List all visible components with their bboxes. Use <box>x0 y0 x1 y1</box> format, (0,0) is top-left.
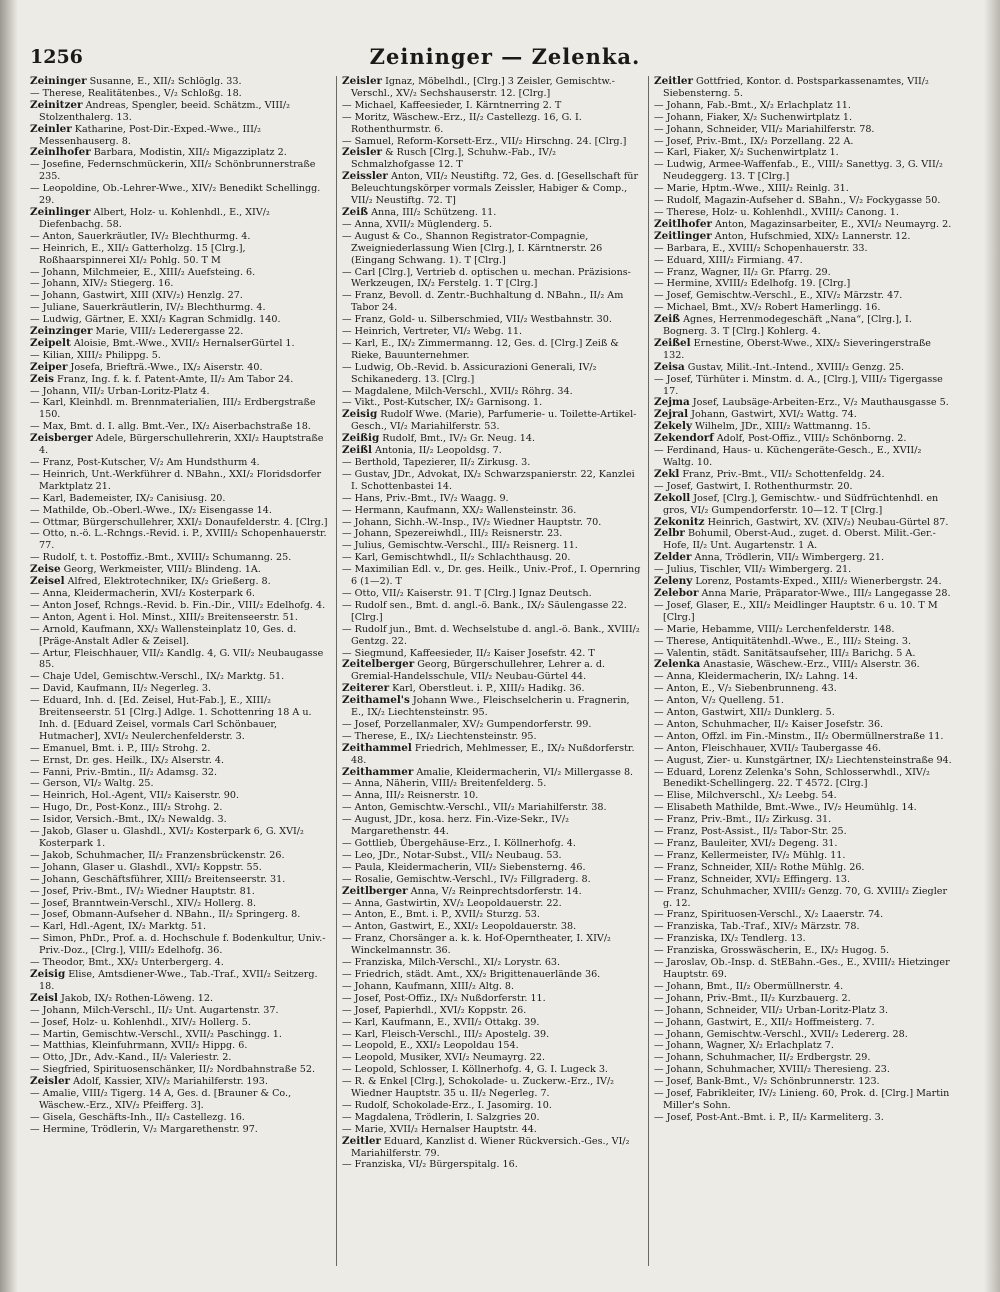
directory-entry: — August & Co., Shannon Registrator-Compagnie, Zweigniederlassung Wien [Clrg.], I. Kärntnerstr. 26 (Eingang Schwang. 1). T [Clrg.] <box>342 230 603 266</box>
directory-entry: — Johann, Glaser u. Glashdl., XVI/₂ Koppstr. 55. <box>30 861 262 873</box>
directory-entry: — Isidor, Versich.-Bmt., IX/₂ Newaldg. 3. <box>30 814 227 826</box>
directory-entry: — Leopold, Musiker, XVI/₂ Neumayrg. 22. <box>342 1052 546 1064</box>
directory-entry: — Julius, Gemischtw.-Verschl., III/₂ Reisnerg. 11. <box>342 540 578 552</box>
directory-entry: — Gisela, Geschäfts-Inh., II/₂ Castellezg. 16. <box>30 1111 245 1123</box>
directory-entry: — Ferdinand, Haus- u. Küchengeräte-Gesch., E., XVII/₂ Waltg. 10. <box>654 445 922 468</box>
directory-entry: Zeinlinger Albert, Holz- u. Kohlenhdl., E., XIV/₂ Diefenbachg. 58. <box>30 205 270 230</box>
directory-entry: — Josef, Post-Offiz., IX/₂ Nußdorferstr. 11. <box>342 992 546 1004</box>
directory-entry: — Michael, Bmt., XV/₂ Robert Hamerlingg. 16. <box>654 302 881 314</box>
directory-entry: — Heinrich, E., XII/₂ Gatterholzg. 15 [Clrg.], Roßhaarspinnerei XI/₂ Pohlg. 50. T M <box>30 242 246 266</box>
directory-entry: — Otto, VII/₂ Kaiserstr. 91. T [Clrg.] Ignaz Deutsch. <box>342 587 592 599</box>
directory-entry: — Johann, XIV/₂ Stiegerg. 16. <box>30 278 174 290</box>
directory-entry: Zeinler Katharine, Post-Dir.-Exped.-Wwe., III/₂ Messenhauserg. 8. <box>30 122 261 147</box>
directory-entry: Zeisig Elise, Amtsdiener-Wwe., Tab.-Traf., XVII/₂ Seitzerg. 18. <box>30 967 318 992</box>
directory-entry: — Johann, Schuhmacher, II/₂ Erdbergstr. 29. <box>654 1052 871 1064</box>
directory-entry: — Hermann, Kaufmann, XX/₂ Wallensteinstr. 36. <box>342 504 577 516</box>
directory-columns <box>30 76 980 1276</box>
directory-entry: Zeithammel Friedrich, Mehlmesser, E., IX/₂ Nußdorferstr. 48. <box>342 741 635 766</box>
directory-entry: Zeinlhofer Barbara, Modistin, XII/₂ Migazziplatz 2. <box>30 146 287 159</box>
directory-entry: — Karl, Fleisch-Verschl., III/₂ Apostelg. 39. <box>342 1028 550 1040</box>
directory-entry: — David, Kaufmann, II/₂ Negerleg. 3. <box>30 683 211 695</box>
directory-entry: — Theodor, Bmt., XX/₂ Unterbergerg. 4. <box>30 957 224 969</box>
directory-entry: Zeisl Jakob, IX/₂ Rothen-Löweng. 12. <box>30 991 213 1004</box>
directory-entry: Zeissler Anton, VII/₂ Neustiftg. 72, Ges. d. [Gesellschaft für Beleuchtungskörper vormals Zeissler, Habiger & Comp., VII/₂ Neustiftg. 72. T] <box>342 170 639 207</box>
directory-entry: — Franz, Schuhmacher, XVIII/₂ Genzg. 70, G. XVIII/₂ Ziegler g. 12. <box>654 885 948 909</box>
directory-entry: Zeisler Ignaz, Möbelhdl., [Clrg.] 3 Zeisler, Gemischtw.-Verschl., XV/₂ Sechshauserstr. 12. [Clrg.] <box>342 76 615 99</box>
column-3 <box>654 76 954 1266</box>
directory-entry: — Karl, Gemischtwhdl., II/₂ Schlachthausg. 20. <box>342 552 571 564</box>
directory-entry: Zeiterer Karl, Oberstleut. i. P., XIII/₂ Hadikg. 36. <box>342 682 585 695</box>
directory-entry: Zeißig Rudolf, Bmt., IV/₂ Gr. Neug. 14. <box>342 432 536 445</box>
directory-entry: — Josef, Priv.-Bmt., IV/₂ Wiedner Hauptstr. 81. <box>30 885 255 897</box>
directory-entry: — Anna, XVII/₂ Müglenderg. 5. <box>342 218 493 230</box>
directory-entry: — Kilian, XIII/₂ Philippg. 5. <box>30 349 161 361</box>
directory-entry: — Juliane, Sauerkräutlerin, IV/₂ Blechthurmg. 4. <box>30 302 266 314</box>
column-divider <box>336 76 337 1266</box>
directory-entry: — Samuel, Reform-Korsett-Erz., VII/₂ Hirschng. 24. [Clrg.] <box>342 135 627 147</box>
directory-entry: — Johann, Kaufmann, XIII/₂ Altg. 8. <box>342 980 515 992</box>
directory-entry: Zeithamel's Johann Wwe., Fleischselcherin u. Fragnerin, E., IX/₂ Liechtensteinstr. 95. <box>342 694 630 719</box>
column-1 <box>30 76 330 1266</box>
directory-entry: — Jaroslav, Ob.-Insp. d. StEBahn.-Ges., E., XVIII/₂ Hietzinger Hauptstr. 69. <box>654 957 950 980</box>
directory-entry: — Max, Bmt. d. I. allg. Bmt.-Ver., IX/₂ Aiserbachstraße 18. <box>30 421 311 433</box>
directory-entry: Zekely Wilhelm, JDr., XIII/₂ Wattmanng. 15. <box>654 420 871 433</box>
directory-entry: — Franz, Post-Kutscher, V/₂ Am Hundsthurm 4. <box>30 457 260 468</box>
directory-entry: — Anton, E., V/₂ Siebenbrunneng. 43. <box>654 683 837 695</box>
directory-entry: — Anna, Gastwirtin, XV/₂ Leopoldauerstr. 22. <box>342 897 562 909</box>
directory-entry: — Michael, Kaffeesieder, I. Kärntnerring 2. T <box>342 99 562 111</box>
directory-entry: — Josefine, Federnschmückerin, XII/₂ Schönbrunnerstraße 235. <box>30 159 316 183</box>
directory-entry: Zeißel Ernestine, Oberst-Wwe., XIX/₂ Sieveringerstraße 132. <box>654 336 931 361</box>
directory-entry: Zeiß Agnes, Herrenmodegeschäft „Nana“, [Clrg.], I. Bognerg. 3. T [Clrg.] Kohlerg. 4. <box>654 313 912 338</box>
directory-entry: — Josef, Gemischtw.-Verschl., E., XIV/₂ Märzstr. 47. <box>654 290 903 302</box>
directory-entry: Zeisig Rudolf Wwe. (Marie), Parfumerie- u. Toilette-Artikel-Gesch., VI/₂ Mariahilferstr. 53. <box>342 408 637 433</box>
directory-entry: — Simon, PhDr., Prof. a. d. Hochschule f. Bodenkultur, Univ.-Priv.-Doz., [Clrg.], VIII/₂ Edelhofg. 36. <box>30 933 326 957</box>
directory-entry: — Ludwig, Gärtner, E. XXI/₂ Kagran Schmidlg. 140. <box>30 314 281 326</box>
directory-entry: — Heinrich, Unt.-Werkführer d. NBahn., XXI/₂ Floridsdorfer Marktplatz 21. <box>30 468 322 492</box>
directory-entry: Zeitler Eduard, Kanzlist d. Wiener Rückversich.-Ges., VI/₂ Mariahilferstr. 79. <box>342 1134 630 1159</box>
directory-entry: — Johann, Gemischtw.-Verschl., XVII/₂ Ledererg. 28. <box>654 1028 908 1040</box>
directory-entry: — Rudolf, Magazin-Aufseher d. SBahn., V/₂ Fockygasse 50. <box>654 195 941 207</box>
directory-entry: — Josef, Priv.-Bmt., IX/₂ Porzellang. 22 A. <box>654 135 854 147</box>
directory-entry: — Josef, Glaser, E., XII/₂ Meidlinger Hauptstr. 6 u. 10. T M [Clrg.] <box>654 599 938 623</box>
entry-list <box>654 76 954 1124</box>
entry-list <box>342 76 642 1171</box>
directory-entry: — Amalie, VIII/₂ Tigerg. 14 A, Ges. d. [Brauner & Co., Wäschew.-Erz., XIV/₂ Pfeifferg. 3]. <box>30 1088 292 1111</box>
directory-entry: — August, Zier- u. Kunstgärtner, IX/₂ Liechtensteinstraße 94. <box>654 754 952 766</box>
directory-entry: — Johann, Wagner, X/₂ Erlachplatz 7. <box>654 1040 834 1052</box>
directory-entry: Zeisberger Adele, Bürgerschullehrerin, XXI/₂ Hauptstraße 4. <box>30 432 324 457</box>
directory-entry: — Anton, Offzl. im Fin.-Minstm., II/₂ Obermüllnerstraße 11. <box>654 730 944 742</box>
directory-entry: — Hugo, Dr., Post-Konz., III/₂ Strohg. 2. <box>30 802 223 814</box>
directory-entry: Zeitelberger Georg, Bürgerschullehrer, Lehrer a. d. Gremial-Handelsschule, VII/₂ Neubau-Gürtel 44. <box>342 658 606 683</box>
directory-entry: — Ottmar, Bürgerschullehrer, XXI/₂ Donaufelderstr. 4. [Clrg.] <box>30 516 328 528</box>
directory-entry: — Anton, Gastwirt, XII/₂ Dunklerg. 5. <box>654 707 835 719</box>
directory-entry: — Therese, Holz- u. Kohlenhdl., XVIII/₂ Canong. 1. <box>654 206 899 218</box>
directory-entry: — Franziska, VI/₂ Bürgerspitalg. 16. <box>342 1159 518 1171</box>
directory-entry: — Franz, Schneider, XII/₂ Rothe Mühlg. 26. <box>654 861 865 873</box>
directory-entry: — Johann, Bmt., II/₂ Obermüllnerstr. 4. <box>654 980 844 992</box>
directory-entry: Zeiß Anna, III/₂ Schützeng. 11. <box>342 205 497 218</box>
directory-entry: — Siegfried, Spirituosenschänker, II/₂ Nordbahnstraße 52. <box>30 1064 316 1076</box>
directory-entry: Zelenka Anastasie, Wäschew.-Erz., VIII/₂ Alserstr. 36. <box>654 658 920 671</box>
directory-entry: Zekonitz Heinrich, Gastwirt, XV. (XIV/₂) Neubau-Gürtel 87. <box>654 515 949 528</box>
directory-entry: — Karl, Kaufmann, E., XVII/₂ Ottakg. 39. <box>342 1016 540 1028</box>
directory-entry: — Eduard, Lorenz Zelenka's Sohn, Schlosserwhdl., XIV/₂ Benedikt-Schellingerg. 22. T 4572. [Clrg.] <box>654 766 930 790</box>
directory-entry: — Vikt., Post-Kutscher, IX/₂ Garnisong. 1. <box>342 397 543 409</box>
directory-entry: — Jakob, Glaser u. Glashdl., XVI/₂ Kosterpark 6, G. XVI/₂ Kosterpark 1. <box>30 826 304 849</box>
directory-entry: — Anton, Agent i. Hol. Minst., XIII/₂ Breitenseerstr. 51. <box>30 611 298 623</box>
directory-entry: — Johann, Gastwirt, E., XII/₂ Hoffmeisterg. 7. <box>654 1016 875 1028</box>
directory-entry: — Rudolf sen., Bmt. d. angl.-ö. Bank., IX/₂ Säulengasse 22. [Clrg.] <box>342 599 627 623</box>
directory-entry: Zelder Anna, Trödlerin, VII/₂ Wimbergerg. 21. <box>654 551 885 564</box>
directory-entry: — Friedrich, städt. Amt., XX/₂ Brigittenauerlände 36. <box>342 968 601 980</box>
directory-entry: Zeisel Alfred, Elektrotechniker, IX/₂ Grießerg. 8. <box>30 575 271 588</box>
directory-entry: — Josef, Fabrikleiter, IV/₂ Linieng. 60, Prok. d. [Clrg.] Martin Miller's Sohn. <box>654 1088 950 1111</box>
directory-entry: Zeinitzer Andreas, Spengler, beeid. Schätzm., VIII/₂ Stolzenthalerg. 13. <box>30 98 291 123</box>
directory-entry: — Franziska, IX/₂ Tendlerg. 13. <box>654 933 806 945</box>
directory-entry: — Franziska, Grosswäscherin, E., IX/₂ Hugog. 5. <box>654 945 890 957</box>
directory-entry: — Otto, n.-ö. L.-Rchngs.-Revid. i. P., XVIII/₂ Schopenhauerstr. 77. <box>30 528 327 552</box>
directory-entry: — Karl, Fiaker, X/₂ Suchenwirtplatz 1. <box>654 147 839 159</box>
directory-entry: — Johann, Schneider, VII/₂ Mariahilferstr. 78. <box>654 123 875 135</box>
directory-entry: Zejma Josef, Laubsäge-Arbeiten-Erz., V/₂ Mauthausgasse 5. <box>654 396 949 409</box>
directory-entry: — Johann, VII/₂ Urban-Loritz-Platz 4. <box>30 385 210 397</box>
column-divider <box>648 76 649 1266</box>
page-number: 1256 <box>30 46 83 68</box>
directory-entry: — Anna, Kleidermacherin, IX/₂ Lahng. 14. <box>654 671 858 683</box>
directory-entry: — Anton, Sauerkräutler, IV/₂ Blechthurmg. 4. <box>30 230 251 242</box>
directory-entry: — Julius, Tischler, VII/₂ Wimbergerg. 21. <box>654 564 852 576</box>
directory-entry: — Anton, Gastwirt, E., XXI/₂ Leopoldauerstr. 38. <box>342 921 577 933</box>
directory-entry: — Johann, Fiaker, X/₂ Suchenwirtplatz 1. <box>654 111 853 123</box>
directory-entry: — Marie, XVII/₂ Hernalser Hauptstr. 44. <box>342 1123 537 1135</box>
directory-entry: — Heinrich, Vertreter, VI/₂ Webg. 11. <box>342 326 523 338</box>
directory-entry: — Hermine, Trödlerin, V/₂ Margarethenstr. 97. <box>30 1123 258 1135</box>
directory-entry: — Johann, Fab.-Bmt., X/₂ Erlachplatz 11. <box>654 99 851 111</box>
directory-entry: — Chaje Udel, Gemischtw.-Verschl., IX/₂ Marktg. 51. <box>30 671 285 683</box>
directory-entry: Zeitlhofer Anton, Magazinsarbeiter, E., XVI/₂ Neumayrg. 2. <box>654 217 952 230</box>
directory-entry: — Johann, Schuhmacher, XVIII/₂ Theresieng. 23. <box>654 1064 890 1076</box>
directory-entry: — Johann, Milchmeier, E., XIII/₂ Auefsteing. 6. <box>30 266 256 278</box>
directory-entry: — Leopoldine, Ob.-Lehrer-Wwe., XIV/₂ Benedikt Schellingg. 29. <box>30 183 321 207</box>
directory-entry: — Johann, Gastwirt, XIII (XIV/₂) Henzlg. 27. <box>30 290 243 302</box>
directory-entry: — R. & Enkel [Clrg.], Schokolade- u. Zuckerw.-Erz., IV/₂ Wiedner Hauptstr. 35 u. II/₂ Negerleg. 7. <box>342 1076 615 1100</box>
directory-entry: — Johann, Geschäftsführer, XIII/₂ Breitenseerstr. 31. <box>30 873 286 885</box>
directory-entry: — Rosalie, Gemischtw.-Verschl., IV/₂ Fillgraderg. 8. <box>342 873 591 885</box>
directory-entry: — Magdalene, Milch-Verschl., XVII/₂ Röhrg. 34. <box>342 385 573 397</box>
directory-entry: Zeisa Gustav, Milit.-Int.-Intend., XVIII/₂ Genzg. 25. <box>654 360 905 373</box>
directory-entry: — Ludwig, Ob.-Revid. b. Assicurazioni Generali, IV/₂ Schikanederg. 13. [Clrg.] <box>342 361 597 385</box>
directory-entry: — Anna, Kleidermacherin, XVI/₂ Kosterpark 6. <box>30 587 255 599</box>
directory-entry: — Arnold, Kaufmann, XX/₂ Wallensteinplatz 10, Ges. d. [Präge-Anstalt Adler & Zeisel]. <box>30 623 297 647</box>
directory-entry: — Elisabeth Mathilde, Bmt.-Wwe., IV/₂ Heumühlg. 14. <box>654 802 917 814</box>
directory-entry: — Franziska, Tab.-Traf., XIV/₂ Märzstr. 78. <box>654 921 860 933</box>
page-shadow-right <box>984 0 1000 1292</box>
directory-entry: — Josef, Türhüter i. Minstm. d. A., [Clrg.], VIII/₂ Tigergasse 17. <box>654 373 943 397</box>
directory-entry: — Johann, Milch-Verschl., II/₂ Unt. Augartenstr. 37. <box>30 1004 279 1016</box>
directory-entry: — Gustav, JDr., Advokat, IX/₂ Schwarzspanierstr. 22, Kanzlei I. Schottenbastei 14. <box>342 468 635 492</box>
directory-entry: — Mathilde, Ob.-Oberl.-Wwe., IX/₂ Eisengasse 14. <box>30 504 272 516</box>
directory-entry: — Matthias, Kleinfuhrmann, XVII/₂ Hippg. 6. <box>30 1040 248 1052</box>
directory-entry: — Rudolf, Schokolade-Erz., I. Jasomirg. 10. <box>342 1099 552 1111</box>
entry-list <box>30 76 330 1136</box>
directory-entry: Zekendorf Adolf, Post-Offiz., VIII/₂ Schönborng. 2. <box>654 432 907 445</box>
directory-entry: — Josef, Gastwirt, I. Rothenthurmstr. 20. <box>654 480 853 492</box>
directory-entry: — Paula, Kleidermacherin, VII/₂ Siebensterng. 46. <box>342 861 586 873</box>
directory-entry: — Anton, V/₂ Quelleng. 51. <box>654 695 784 707</box>
directory-entry: Zeitlberger Anna, V/₂ Reinprechtsdorferstr. 14. <box>342 884 582 897</box>
directory-entry: — Leopold, Schlosser, I. Köllnerhofg. 4, G. I. Lugeck 3. <box>342 1064 608 1076</box>
directory-entry: — Franz, Schneider, XVI/₂ Effingerg. 13. <box>654 873 851 885</box>
directory-entry: — Barbara, E., XVIII/₂ Schopenhauerstr. 33. <box>654 242 868 254</box>
directory-entry: — Franz, Chorsänger a. k. k. Hof-Operntheater, I. XIV/₂ Winckelmannstr. 36. <box>342 933 611 957</box>
directory-entry: — Johann, Schneider, VII/₂ Urban-Loritz-Platz 3. <box>654 1004 889 1016</box>
directory-entry: — Gottlieb, Übergehäuse-Erz., I. Köllnerhofg. 4. <box>342 838 576 849</box>
directory-entry: Zeißl Antonia, II/₂ Leopoldsg. 7. <box>342 444 502 457</box>
directory-entry: Zeithammer Amalie, Kleidermacherin, VI/₂ Millergasse 8. <box>342 765 634 778</box>
directory-entry: — Artur, Fleischhauer, VII/₂ Kandlg. 4, G. VII/₂ Neubaugasse 85. <box>30 647 324 671</box>
directory-entry: — Anton, E., Bmt. i. P., XVII/₂ Sturzg. 53. <box>342 909 540 921</box>
directory-entry: — Josef, Bank-Bmt., V/₂ Schönbrunnerstr. 123. <box>654 1076 880 1088</box>
directory-entry: — Siegmund, Kaffeesieder, II/₂ Kaiser Josefstr. 42. T <box>342 647 595 659</box>
directory-entry: Zelbr Bohumil, Oberst-Aud., zuget. d. Oberst. Milit.-Ger.-Hofe, II/₂ Unt. Augartenstr. 1 A. <box>654 527 936 552</box>
directory-entry: — Otto, JDr., Adv.-Kand., II/₂ Valeriestr. 2. <box>30 1052 232 1064</box>
directory-entry: — Leopold, E., XXI/₂ Leopoldau 154. <box>342 1040 519 1052</box>
directory-entry: — Fanni, Priv.-Bmtin., II/₂ Adamsg. 32. <box>30 766 217 778</box>
directory-entry: — Rudolf, t. t. Postoffiz.-Bmt., XVIII/₂ Schumanng. 25. <box>30 552 292 564</box>
directory-entry: Zeitler Gottfried, Kontor. d. Postsparkassenamtes, VII/₂ Siebensterng. 5. <box>654 76 929 99</box>
directory-entry: Zeitlinger Anton, Hufschmied, XIX/₂ Lannerstr. 12. <box>654 229 911 242</box>
directory-entry: — Anna, III/₂ Reisnerstr. 10. <box>342 790 479 802</box>
directory-entry: — Ludwig, Armee-Waffenfab., E., VIII/₂ Sanettyg. 3, G. VII/₂ Neudeggerg. 13. T [Clrg.] <box>654 159 943 183</box>
directory-entry: — Franz, Kellermeister, IV/₂ Mühlg. 11. <box>654 849 846 861</box>
directory-entry: — Therese, Antiquitätenhdl.-Wwe., E., III/₂ Steing. 3. <box>654 635 912 647</box>
directory-entry: — Hermine, XVIII/₂ Edelhofg. 19. [Clrg.] <box>654 278 851 290</box>
directory-entry: — Franziska, Milch-Verschl., XI/₂ Lorystr. 63. <box>342 957 561 969</box>
directory-entry: Zeininger Susanne, E., XII/₂ Schlöglg. 33. <box>30 76 242 87</box>
directory-entry: — Therese, E., IX/₂ Liechtensteinstr. 95. <box>342 730 537 742</box>
directory-entry: — Carl [Clrg.], Vertrieb d. optischen u. mechan. Präzisions-Werkzeugen, IX/₂ Ferstelg. 1. T [Clrg.] <box>342 266 631 290</box>
directory-entry: Zeleny Lorenz, Postamts-Exped., XIII/₂ Wienerbergstr. 24. <box>654 575 942 588</box>
directory-entry: — Anton, Fleischhauer, XVII/₂ Taubergasse 46. <box>654 742 882 754</box>
directory-entry: — Franz, Priv.-Bmt., II/₂ Zirkusg. 31. <box>654 814 832 826</box>
directory-entry: — August, JDr., kosa. herz. Fin.-Vize-Sekr., IV/₂ Margarethenstr. 44. <box>342 814 569 838</box>
directory-entry: — Johann, Sichh.-W.-Insp., IV/₂ Wiedner Hauptstr. 70. <box>342 516 602 528</box>
directory-entry: Zeiper Josefa, Briefträ.-Wwe., IX/₂ Aiserstr. 40. <box>30 360 263 373</box>
directory-entry: — Maximilian Edl. v., Dr. ges. Heilk., Univ.-Prof., I. Opernring 6 (1—2). T <box>342 564 641 588</box>
column-2 <box>342 76 642 1266</box>
directory-entry: Zeisler Adolf, Kassier, XIV/₂ Mariahilferstr. 193. <box>30 1075 268 1088</box>
directory-entry: — Elise, Milchverschl., X/₂ Leebg. 54. <box>654 790 837 802</box>
directory-entry: — Johann, Spezereiwhdl., III/₂ Reisnerstr. 23. <box>342 528 563 540</box>
directory-entry: — Franz, Gold- u. Silberschmied, VII/₂ Westbahnstr. 30. <box>342 314 612 326</box>
directory-entry: Zeise Georg, Werkmeister, VIII/₂ Blindeng. 1A. <box>30 563 261 576</box>
directory-entry: — Berthold, Tapezierer, II/₂ Zirkusg. 3. <box>342 457 531 468</box>
directory-entry: Zejral Johann, Gastwirt, XVI/₂ Wattg. 74. <box>654 408 857 421</box>
directory-entry: — Hans, Priv.-Bmt., IV/₂ Waagg. 9. <box>342 492 509 504</box>
directory-entry: — Emanuel, Bmt. i. P., III/₂ Strohg. 2. <box>30 742 211 754</box>
directory-entry: — Magdalena, Trödlerin, I. Salzgries 20. <box>342 1111 540 1123</box>
directory-entry: — Josef, Post-Ant.-Bmt. i. P., II/₂ Karmeliterg. 3. <box>654 1111 884 1123</box>
directory-entry: — Karl, Kleinhdl. m. Brennmaterialien, III/₂ Erdbergstraße 150. <box>30 397 316 421</box>
directory-entry: — Martin, Gemischtw.-Verschl., XVII/₂ Paschingg. 1. <box>30 1028 282 1040</box>
directory-entry: — Leo, JDr., Notar-Subst., VII/₂ Neubaug. 53. <box>342 849 562 861</box>
directory-entry: — Karl, Hdl.-Agent, IX/₂ Marktg. 51. <box>30 921 207 933</box>
directory-entry: — Franz, Spirituosen-Verschl., X/₂ Laaerstr. 74. <box>654 909 884 921</box>
directory-entry: — Karl, Bademeister, IX/₂ Canisiusg. 20. <box>30 492 226 504</box>
directory-entry: — Josef, Porzellanmaler, XV/₂ Gumpendorferstr. 99. <box>342 718 592 730</box>
directory-entry: Zeipelt Aloisie, Bmt.-Wwe., XVII/₂ HernalserGürtel 1. <box>30 336 295 349</box>
directory-entry: Zekl Franz, Priv.-Bmt., VII/₂ Schottenfeldg. 24. <box>654 467 885 480</box>
directory-entry: — Therese, Realitätenbes., V/₂ Schloßg. 18. <box>30 87 242 99</box>
directory-entry: Zeisler & Rusch [Clrg.], Schuhw.-Fab., IV/₂ Schmalzhofgasse 12. T <box>342 146 557 171</box>
directory-entry: — Franz, Wagner, II/₂ Gr. Pfarrg. 29. <box>654 266 831 278</box>
directory-entry: Zeis Franz, Ing. f. k. f. Patent-Amte, II/₂ Am Tabor 24. <box>30 372 294 385</box>
directory-entry: — Franz, Bevoll. d. Zentr.-Buchhaltung d. NBahn., II/₂ Am Tabor 24. <box>342 290 624 314</box>
directory-entry: — Heinrich, Hol.-Agent, VII/₂ Kaiserstr. 90. <box>30 790 240 802</box>
directory-entry: — Marie, Hptm.-Wwe., XIII/₂ Reinlg. 31. <box>654 183 849 195</box>
directory-entry: — Josef, Holz- u. Kohlenhdl., XIV/₂ Hollerg. 5. <box>30 1016 251 1028</box>
page-header <box>30 40 980 72</box>
directory-entry: — Josef, Obmann-Aufseher d. NBahn., II/₂ Springerg. 8. <box>30 909 301 921</box>
directory-entry: Zeinzinger Marie, VIII/₂ Lederergasse 22. <box>30 325 244 338</box>
directory-entry: — Marie, Hebamme, VIII/₂ Lerchenfelderstr. 148. <box>654 623 895 635</box>
directory-entry: — Josef, Papierhdl., XVI/₂ Koppstr. 26. <box>342 1004 527 1016</box>
directory-entry: — Franz, Bauleiter, XVI/₂ Degeng. 31. <box>654 838 838 849</box>
directory-entry: Zekoll Josef, [Clrg.], Gemischtw.- und Südfrüchtenhdl. en gros, VI/₂ Gumpendorferstr. 10—12. T [Clrg.] <box>654 491 939 516</box>
directory-entry: — Eduard, XIII/₂ Firmiang. 47. <box>654 254 803 266</box>
directory-entry: — Jakob, Schuhmacher, II/₂ Franzensbrückenstr. 26. <box>30 849 285 861</box>
directory-entry: — Anton, Schuhmacher, II/₂ Kaiser Josefstr. 36. <box>654 718 884 730</box>
directory-entry: — Karl, E., IX/₂ Zimmermanng. 12, Ges. d. [Clrg.] Zeiß & Rieke, Bauunternehmer. <box>342 337 619 361</box>
directory-entry: — Anna, Näherin, VIII/₂ Breitenfelderg. 5. <box>342 778 547 790</box>
directory-entry: — Josef, Branntwein-Verschl., XIV/₂ Hollerg. 8. <box>30 897 257 909</box>
directory-entry: — Ernst, Dr. ges. Heilk., IX/₂ Alserstr. 4. <box>30 754 225 766</box>
running-head: Zeininger — Zelenka. <box>369 44 641 69</box>
directory-entry: — Anton, Gemischtw.-Verschl., VII/₂ Mariahilferstr. 38. <box>342 802 607 814</box>
directory-entry: — Valentin, städt. Sanitätsaufseher, III/₂ Barichg. 5 A. <box>654 647 916 659</box>
directory-entry: — Johann, Priv.-Bmt., II/₂ Kurzbauerg. 2. <box>654 992 851 1004</box>
directory-entry: — Moritz, Wäschew.-Erz., II/₂ Castellezg. 16, G. I. Rothenthurmstr. 6. <box>342 111 582 135</box>
directory-entry: Zelebor Anna Marie, Präparator-Wwe., III/₂ Langegasse 28. <box>654 586 951 599</box>
directory-entry: — Gerson, VI/₂ Waltg. 25. <box>30 778 154 790</box>
directory-entry: — Eduard, Inh. d. [Ed. Zeisel, Hut-Fab.], E., XIII/₂ Breitenseerstr. 51 [Clrg.] Adlge. 1. Schottenring 18 A u. Inh. d. [Eduard Zeisel, vormals Carl Schönbauer, Hutmacher], XVI/₂ Neulerchenfelderstr. 3. <box>30 695 312 742</box>
page-shadow-left <box>0 0 18 1292</box>
directory-entry: — Anton Josef, Rchngs.-Revid. b. Fin.-Dir., VIII/₂ Edelhofg. 4. <box>30 599 326 611</box>
directory-entry: — Franz, Post-Assist., II/₂ Tabor-Str. 25. <box>654 826 847 838</box>
directory-entry: — Rudolf jun., Bmt. d. Wechselstube d. angl.-ö. Bank., XVIII/₂ Gentzg. 22. <box>342 623 640 647</box>
